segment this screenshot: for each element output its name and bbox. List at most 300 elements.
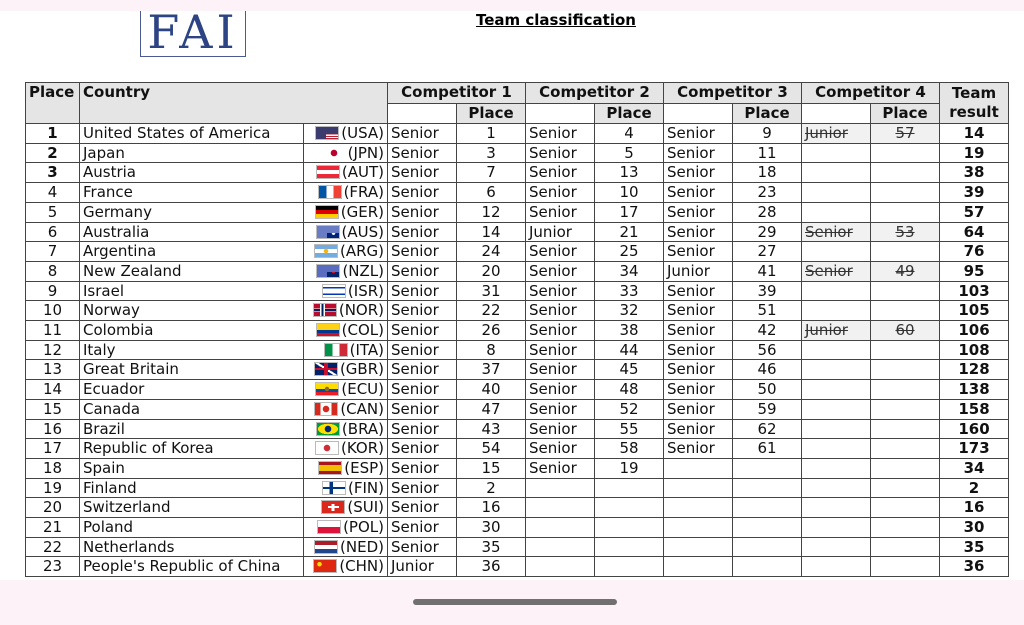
finland-flag-icon [322,481,346,495]
country-code: (COL) [341,321,384,340]
competitor-4-place [871,498,940,518]
competitor-4-place-text: 60 [895,321,915,340]
country-code: (SUI) [347,498,384,517]
country-code: (AUS) [341,222,384,241]
country-cell: United States of America [80,124,304,144]
competitor-3-place: 9 [733,124,802,144]
competitor-3-place: 11 [733,143,802,163]
competitor-3-place [733,478,802,498]
competitor-3-class: Senior [664,340,733,360]
competitor-4-place [871,183,940,203]
competitor-4-class [802,557,871,577]
competitor-1-place: 2 [457,478,526,498]
colombia-flag-icon [316,323,340,337]
team-result-cell: 30 [940,518,1009,538]
switzerland-flag-icon [321,500,345,514]
place-cell: 14 [26,380,80,400]
country-code: (NOR) [338,301,384,320]
competitor-2-class: Senior [526,380,595,400]
competitor-1-place: 8 [457,340,526,360]
competitor-2-place [595,518,664,538]
competitor-4-class-text: Junior [805,124,848,142]
competitor-1-place: 37 [457,360,526,380]
country-code-cell [304,537,388,557]
country-cell: Great Britain [80,360,304,380]
country-code: (USA) [341,124,384,142]
place-cell: 6 [26,222,80,242]
competitor-1-place: 26 [457,321,526,341]
country-cell: New Zealand [80,261,304,281]
table-row [26,143,1009,163]
competitor-4-class [802,143,871,163]
competitor-2-place: 48 [595,380,664,400]
competitor-1-place: 24 [457,242,526,262]
country-cell: Finland [80,478,304,498]
competitor-3-class [664,498,733,518]
competitor-2-class: Senior [526,281,595,301]
place-cell: 12 [26,340,80,360]
country-code-cell [304,222,388,242]
country-code: (KOR) [341,439,384,458]
team-result-cell: 76 [940,242,1009,262]
place-cell: 8 [26,261,80,281]
country-cell: Israel [80,281,304,301]
place-cell: 4 [26,183,80,203]
place-cell: 22 [26,537,80,557]
table-row [26,360,1009,380]
table-row [26,557,1009,577]
table-row [26,301,1009,321]
competitor-1-class: Junior [388,557,457,577]
competitor-3-class: Senior [664,399,733,419]
team-result-cell: 105 [940,301,1009,321]
table-row [26,261,1009,281]
competitor-2-place [595,537,664,557]
country-code: (CHN) [339,557,384,576]
place-cell: 16 [26,419,80,439]
top-band [0,0,1024,11]
competitor-4-place [871,380,940,400]
competitor-3-class: Senior [664,124,733,144]
competitor-2-place: 32 [595,301,664,321]
competitor-1-place: 15 [457,458,526,478]
place-cell: 19 [26,478,80,498]
team-result-cell: 36 [940,557,1009,577]
italy-flag-icon [324,343,348,357]
competitor-4-class [802,439,871,459]
competitor-4-place [871,242,940,262]
competitor-1-place: 43 [457,419,526,439]
canada-flag-icon [314,402,338,416]
team-result-cell: 38 [940,163,1009,183]
place-cell: 21 [26,518,80,538]
competitor-1-place: 36 [457,557,526,577]
team-result-cell: 2 [940,478,1009,498]
country-code: (POL) [343,518,384,537]
country-code: (JPN) [347,143,384,162]
country-code-cell [304,458,388,478]
competitor-1-place: 54 [457,439,526,459]
header-competitor-2: Competitor 2 [526,83,664,104]
competitor-4-class [802,518,871,538]
country-code-cell [304,478,388,498]
competitor-2-place: 17 [595,202,664,222]
competitor-2-class [526,557,595,577]
competitor-4-place [871,202,940,222]
competitor-4-place [871,478,940,498]
competitor-3-place: 41 [733,261,802,281]
country-code-cell [304,261,388,281]
competitor-3-place: 39 [733,281,802,301]
argentina-flag-icon [314,244,338,258]
competitor-1-class: Senior [388,261,457,281]
competitor-1-class: Senior [388,242,457,262]
team-result-cell: 103 [940,281,1009,301]
country-cell: Italy [80,340,304,360]
competitor-4-place [871,557,940,577]
competitor-1-class: Senior [388,281,457,301]
competitor-1-class: Senior [388,537,457,557]
competitor-4-place [871,143,940,163]
norway-flag-icon [313,303,337,317]
competitor-3-place: 56 [733,340,802,360]
team-result-cell: 158 [940,399,1009,419]
competitor-1-place: 14 [457,222,526,242]
country-code-cell [304,163,388,183]
competitor-2-class: Senior [526,419,595,439]
country-code-cell [304,202,388,222]
competitor-3-class [664,557,733,577]
country-cell: Colombia [80,321,304,341]
competitor-2-class [526,518,595,538]
competitor-4-place [871,281,940,301]
competitor-1-place: 12 [457,202,526,222]
country-code-cell [304,340,388,360]
table-row [26,399,1009,419]
team-result-cell: 16 [940,498,1009,518]
competitor-1-class: Senior [388,301,457,321]
place-cell: 18 [26,458,80,478]
header-competitor-2-place: Place [595,103,664,124]
competitor-1-class: Senior [388,163,457,183]
japan-flag-icon [322,146,346,160]
competitor-4-place [871,261,940,281]
table-row [26,321,1009,341]
country-code: (AUT) [341,163,384,182]
competitor-2-place: 25 [595,242,664,262]
competitor-2-place: 33 [595,281,664,301]
country-code-cell [304,143,388,163]
competitor-1-class: Senior [388,222,457,242]
country-cell: Austria [80,163,304,183]
competitor-4-class [802,399,871,419]
competitor-2-place: 4 [595,124,664,144]
competitor-4-place [871,419,940,439]
team-result-cell: 57 [940,202,1009,222]
competitor-1-class: Senior [388,518,457,538]
competitor-2-place: 45 [595,360,664,380]
home-indicator[interactable] [413,599,617,605]
competitor-1-class: Senior [388,202,457,222]
country-code: (GBR) [339,360,384,379]
header-competitor-4: Competitor 4 [802,83,940,104]
header-country: Country [80,83,388,124]
competitor-2-place: 21 [595,222,664,242]
team-result-cell: 35 [940,537,1009,557]
competitor-3-place: 18 [733,163,802,183]
competitor-4-place [871,518,940,538]
competitor-1-class: Senior [388,399,457,419]
competitor-3-place [733,498,802,518]
place-cell: 2 [26,143,80,163]
table-row [26,458,1009,478]
team-result-cell: 64 [940,222,1009,242]
competitor-3-place: 61 [733,439,802,459]
competitor-3-place [733,518,802,538]
competitor-1-place: 40 [457,380,526,400]
country-code-cell [304,321,388,341]
country-cell: Canada [80,399,304,419]
team-result-cell: 128 [940,360,1009,380]
austria-flag-icon [316,165,340,179]
competitor-4-place-text: 53 [895,222,915,241]
competitor-1-place: 47 [457,399,526,419]
logo-text: FAI [147,11,239,59]
country-cell: Japan [80,143,304,163]
competitor-3-class: Senior [664,419,733,439]
competitor-1-class: Senior [388,340,457,360]
team-result-cell: 108 [940,340,1009,360]
competitor-4-place [871,222,940,242]
country-cell: People's Republic of China [80,557,304,577]
china-flag-icon [313,559,337,573]
competitor-4-class [802,478,871,498]
table-row [26,242,1009,262]
country-code-cell [304,281,388,301]
country-code-cell [304,183,388,203]
competitor-2-place: 38 [595,321,664,341]
spain-flag-icon [318,461,342,475]
competitor-4-place [871,124,940,144]
place-cell: 13 [26,360,80,380]
table-row [26,518,1009,538]
competitor-1-place: 35 [457,537,526,557]
competitor-3-class: Senior [664,360,733,380]
competitor-2-class: Senior [526,360,595,380]
country-cell: France [80,183,304,203]
header-competitor-1: Competitor 1 [388,83,526,104]
country-code-cell [304,498,388,518]
country-code: (ISR) [347,281,384,300]
israel-flag-icon [322,284,346,298]
brazil-flag-icon [316,422,340,436]
header-competitor-2-class [526,103,595,124]
competitor-2-class: Senior [526,242,595,262]
competitor-4-place [871,537,940,557]
competitor-1-class: Senior [388,498,457,518]
country-cell: Norway [80,301,304,321]
korea-flag-icon [315,441,339,455]
competitor-4-class [802,458,871,478]
table-row [26,537,1009,557]
country-cell: Spain [80,458,304,478]
team-result-cell: 39 [940,183,1009,203]
competitor-3-place: 27 [733,242,802,262]
competitor-4-class-text: Senior [805,261,853,280]
country-code: (BRA) [341,419,384,438]
competitor-3-place [733,557,802,577]
place-cell: 15 [26,399,80,419]
table-row [26,183,1009,203]
competitor-4-class [802,163,871,183]
competitor-4-class-text: Junior [805,321,848,340]
competitor-4-place [871,399,940,419]
competitor-4-class [802,301,871,321]
competitor-2-class: Senior [526,163,595,183]
competitor-2-class [526,537,595,557]
competitor-2-place [595,498,664,518]
country-code-cell [304,399,388,419]
header-competitor-4-class [802,103,871,124]
ecuador-flag-icon [315,382,339,396]
header-team-result: Team result [940,83,1009,124]
competitor-3-class [664,537,733,557]
country-code-cell [304,242,388,262]
team-result-cell: 106 [940,321,1009,341]
competitor-3-class: Senior [664,143,733,163]
country-code-cell [304,301,388,321]
table-row [26,340,1009,360]
competitor-4-class [802,321,871,341]
competitor-3-class: Senior [664,163,733,183]
team-result-cell: 160 [940,419,1009,439]
country-cell: Poland [80,518,304,538]
competitor-2-class: Senior [526,458,595,478]
team-result-cell: 19 [940,143,1009,163]
country-code: (ECU) [341,380,384,399]
table-row [26,419,1009,439]
competitor-1-class: Senior [388,143,457,163]
competitor-4-place [871,458,940,478]
header-competitor-1-place: Place [457,103,526,124]
competitor-3-place: 28 [733,202,802,222]
competitor-4-class [802,281,871,301]
competitor-1-place: 31 [457,281,526,301]
country-cell: Australia [80,222,304,242]
country-code-cell [304,557,388,577]
country-code-cell [304,518,388,538]
competitor-3-place: 42 [733,321,802,341]
competitor-3-class: Senior [664,183,733,203]
competitor-3-class: Senior [664,222,733,242]
country-code-cell [304,419,388,439]
country-cell: Germany [80,202,304,222]
place-cell: 7 [26,242,80,262]
country-cell: Ecuador [80,380,304,400]
competitor-3-class: Senior [664,321,733,341]
competitor-4-class [802,202,871,222]
table-body [26,124,1009,577]
country-code-cell [304,380,388,400]
competitor-3-class [664,478,733,498]
competitor-1-place: 16 [457,498,526,518]
competitor-2-place [595,557,664,577]
competitor-2-place: 44 [595,340,664,360]
competitor-2-class: Junior [526,222,595,242]
germany-flag-icon [315,205,339,219]
competitor-2-place: 10 [595,183,664,203]
competitor-3-place: 50 [733,380,802,400]
competitor-4-class [802,261,871,281]
document-page [0,11,1024,580]
competitor-3-place: 59 [733,399,802,419]
competitor-4-class-text: Senior [805,222,853,241]
france-flag-icon [318,185,342,199]
table-row [26,498,1009,518]
competitor-2-place: 34 [595,261,664,281]
competitor-2-place: 55 [595,419,664,439]
competitor-3-place: 46 [733,360,802,380]
place-cell: 10 [26,301,80,321]
country-code: (NED) [340,537,384,556]
competitor-3-class: Senior [664,380,733,400]
country-cell: Switzerland [80,498,304,518]
competitor-1-class: Senior [388,458,457,478]
competitor-2-place [595,478,664,498]
place-cell: 20 [26,498,80,518]
great-britain-flag-icon [314,362,338,376]
competitor-4-class [802,340,871,360]
competitor-4-place [871,301,940,321]
table-row [26,281,1009,301]
competitor-3-place [733,458,802,478]
country-code: (GER) [340,202,384,221]
country-cell: Netherlands [80,537,304,557]
competitor-4-class [802,124,871,144]
fai-logo [140,11,246,57]
competitor-2-class: Senior [526,301,595,321]
competitor-3-class: Junior [664,261,733,281]
header-competitor-1-class [388,103,457,124]
competitor-4-class [802,498,871,518]
table-row [26,163,1009,183]
competitor-3-place: 51 [733,301,802,321]
competitor-2-class: Senior [526,340,595,360]
competitor-3-place: 29 [733,222,802,242]
competitor-3-place: 62 [733,419,802,439]
country-cell: Argentina [80,242,304,262]
competitor-3-class: Senior [664,439,733,459]
table-row [26,202,1009,222]
place-cell: 17 [26,439,80,459]
header-competitor-4-place: Place [871,103,940,124]
competitor-1-class: Senior [388,478,457,498]
competitor-1-place: 1 [457,124,526,144]
header-place: Place [26,83,80,124]
australia-flag-icon [316,225,340,239]
competitor-4-class [802,380,871,400]
competitor-1-class: Senior [388,419,457,439]
usa-flag-icon [315,126,339,140]
competitor-1-class: Senior [388,360,457,380]
competitor-2-place: 52 [595,399,664,419]
competitor-4-place [871,321,940,341]
table-row [26,439,1009,459]
header-competitor-3-place: Place [733,103,802,124]
poland-flag-icon [317,520,341,534]
team-result-cell: 34 [940,458,1009,478]
competitor-2-place: 19 [595,458,664,478]
